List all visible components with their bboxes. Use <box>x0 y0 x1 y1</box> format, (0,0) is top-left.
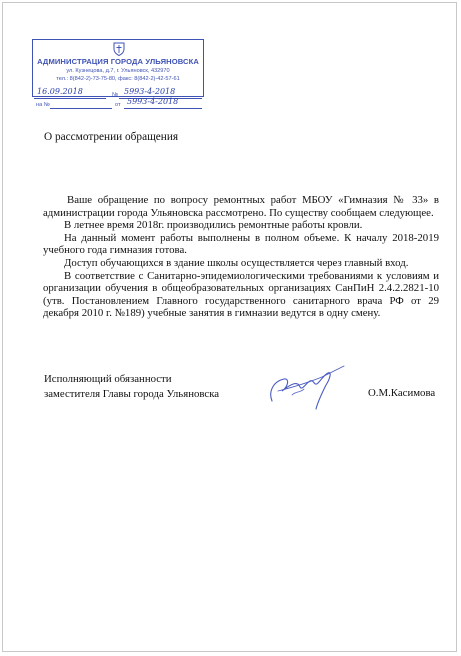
date-handwritten: 16.09.2018 <box>37 87 83 96</box>
stamp-address: ул. Кузнецова, д.7, г. Ульяновск, 432970 <box>66 68 170 74</box>
from-label: от <box>115 102 121 108</box>
date-line <box>34 98 106 99</box>
page-border <box>2 2 457 652</box>
handwritten-signature <box>258 361 354 419</box>
paragraph-2: В летнее время 2018г. производились ремонтные работы кровли. <box>64 219 363 232</box>
signatory-line-2: заместителя Главы города Ульяновска <box>44 388 220 400</box>
stamp-title: АДМИНИСТРАЦИЯ ГОРОДА УЛЬЯНОВСКА <box>37 57 199 66</box>
in-reply-label: на № <box>36 102 50 108</box>
stamp-phones: тел.: 8(842-2)-73-75-80, факс: 8(842-2)-42-57-61 <box>56 76 180 82</box>
signatory-name: О.М.Касимова <box>368 387 436 399</box>
paragraph-3: На данный момент работы выполнены в полном объеме. К началу 2018-2019 учебного года гимназия готова. <box>43 231 439 257</box>
letter-subject: О рассмотрении обращения <box>44 131 179 143</box>
signatory-title <box>44 372 219 402</box>
from-handwritten: 5993-4-2018 <box>127 97 179 106</box>
signatory-line-1: Исполняющий обязанности <box>44 373 172 385</box>
in-reply-line <box>50 108 112 109</box>
from-line <box>124 108 202 109</box>
number-label: № <box>112 92 119 98</box>
number-handwritten: 5993-4-2018 <box>124 87 176 96</box>
paragraph-5: В соответствие с Санитарно-эпидемиологическими требованиями к условиям и организации обучения в общеобразовательных организациях СанПиН 2.4.2.2821-10 (утв. Постановлением Главного государственного санитарного врача РФ от 29 декабря 2010 г. №189) учебные занятия в гимназии ведутся в одну смену. <box>43 269 439 320</box>
letter-body <box>43 194 439 320</box>
paragraph-4: Доступ обучающихся в здание школы осуществляется через главный вход. <box>64 256 409 269</box>
paragraph-1: Ваше обращение по вопросу ремонтных работ МБОУ «Гимназия № 33» в администрации города Ульяновска рассмотрено. По существу сообщаем следующее. <box>43 194 439 219</box>
coat-of-arms-icon <box>113 42 125 56</box>
